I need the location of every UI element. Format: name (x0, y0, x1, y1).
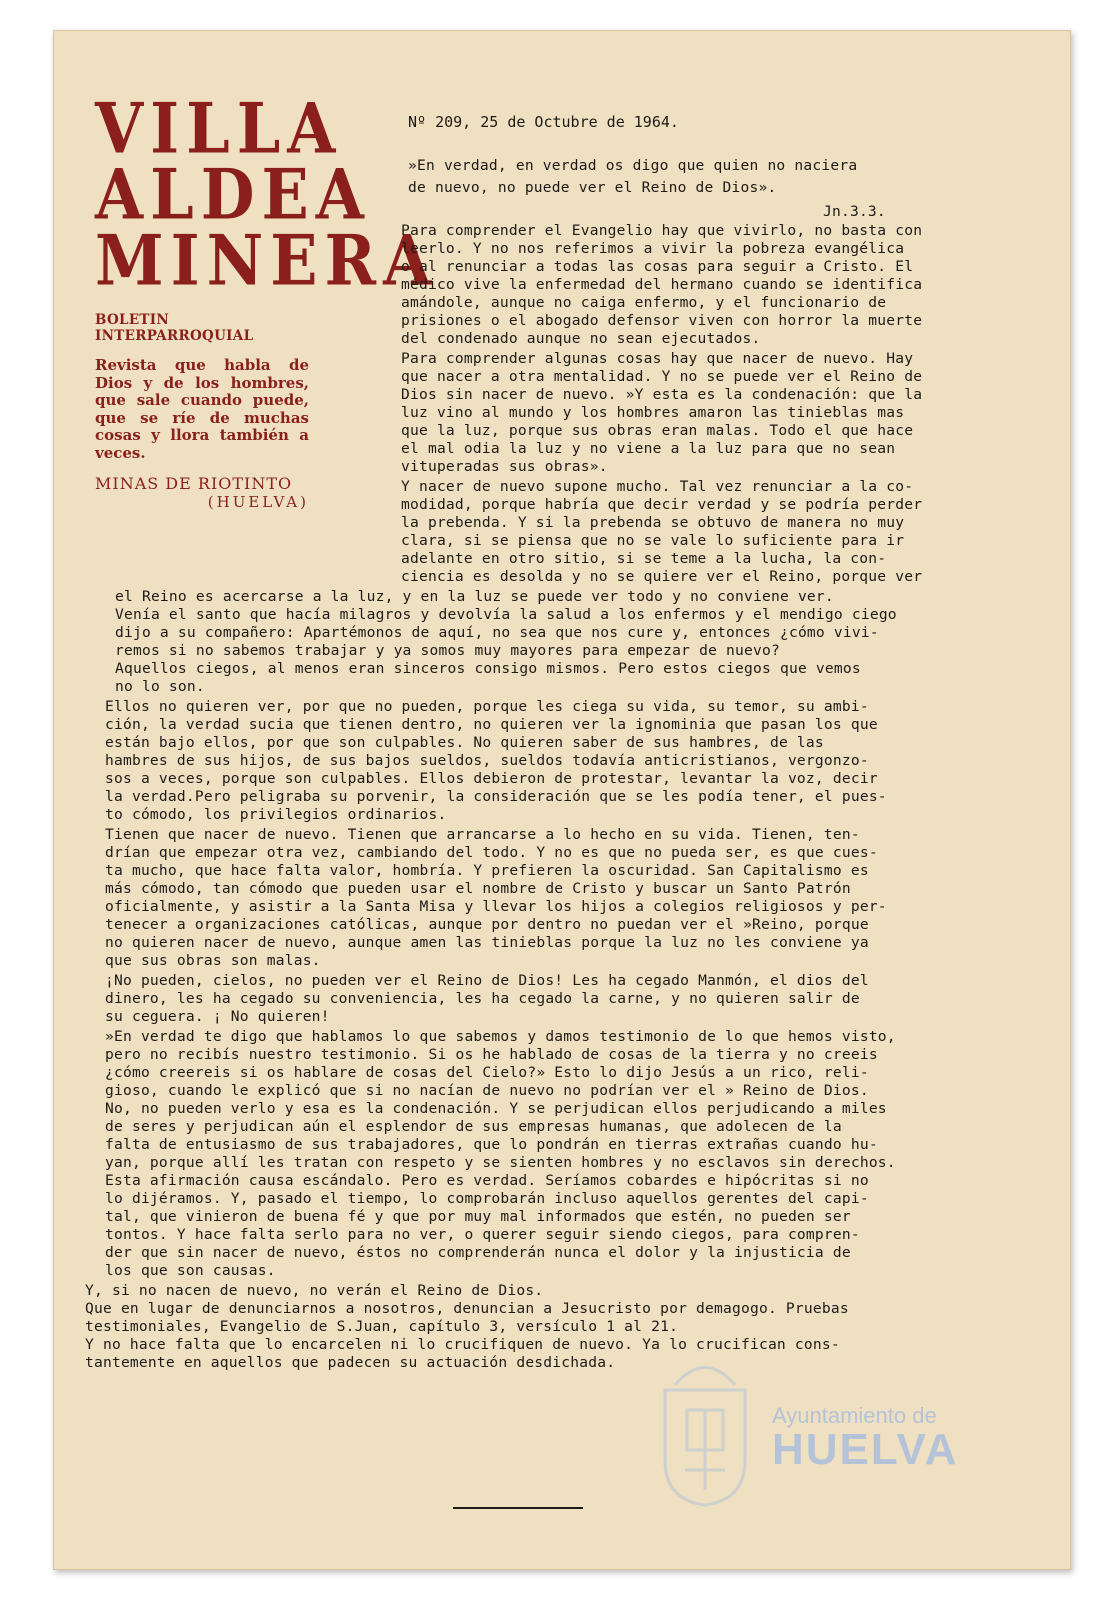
text-line: no quieren nacer de nuevo, aunque amen las tinieblas porque la luz no les conviene ya (105, 934, 869, 951)
text-line: Que en lugar de denunciarnos a nosotros, denuncian a Jesucristo por demagogo. Pruebas (85, 1300, 849, 1317)
text-line: Para comprender algunas cosas hay que nacer de nuevo. Hay (401, 350, 914, 367)
text-line: luz vino al mundo y los hombres amaron las tinieblas mas (401, 404, 905, 421)
text-line: Dios sin nacer de nuevo. »Y esta es la condenación: que la (401, 386, 923, 403)
text-line: el mal odia la luz y no viene a la luz para que no sean (401, 440, 896, 457)
text-line: prisiones o el abogado defensor viven con horror la muerte (401, 312, 923, 329)
text-line: que sus obras son malas. (105, 952, 321, 969)
text-line: dinero, les ha cegado su conveniencia, les ha cegado la carne, y no quieren salir de (105, 990, 860, 1007)
text-line: drían que empezar otra vez, cambiando del todo. Y no es que no pueda ser, es que cues- (105, 844, 878, 861)
text-line: oficialmente, y asistir a la Santa Misa y llevar los hijos a colegios religiosos y per- (105, 898, 887, 915)
text-line: lo dijéramos. Y, pasado el tiempo, lo comprobarán incluso aquellos gerentes del capi- (105, 1190, 869, 1207)
text-line: ta mucho, que hace falta valor, hombría. Y prefieren la oscuridad. San Capitalismo es (105, 862, 869, 879)
closing-rule (453, 1507, 583, 1509)
text-line: amándole, aunque no caiga enfermo, y el funcionario de (401, 294, 887, 311)
text-line: tal, que vinieron de buena fé y que por muy mal informados que estén, no pueden ser (105, 1208, 851, 1225)
masthead-subtitle: BOLETIN INTERPARROQUIAL (95, 312, 254, 344)
text-line: ¿cómo creereis si os hablare de cosas del Cielo?» Esto lo dijo Jesús a un rico, reli- (105, 1064, 869, 1081)
text-line: modidad, porque habría que decir verdad y se podría perder (401, 496, 923, 513)
text-line: No, no pueden verlo y esa es la condenación. Y se perjudican ellos perjudicando a miles (105, 1100, 887, 1117)
text-line: hambres de sus hijos, de sus bajos sueldos, sueldos todavía anticristianos, vergonzo- (105, 752, 869, 769)
masthead-region: (HUELVA) (207, 493, 309, 511)
text-line: tenecer a organizaciones católicas, aunque por dentro no puedan ver el »Reino, porque (105, 916, 869, 933)
masthead-description: Revista que habla de Dios y de los hombres, que sale cuando puede, que se ríe de muchas cosas y llora también a veces. (95, 356, 309, 462)
text-line: ción, la verdad sucia que tienen dentro, no quieren ver la ignominia que pasan los que (105, 716, 878, 733)
text-line: médico vive la enfermedad del hermano cuando se identifica (401, 276, 923, 293)
masthead (95, 87, 439, 511)
text-line: clara, si se piensa que no se vale lo suficiente para ir (401, 532, 905, 549)
text-line: están bajo ellos, por que son culpables. No quieren saber de sus hambres, de las (105, 734, 824, 751)
text-line: que nacer a otra mentalidad. Y no se puede ver el Reino de (401, 368, 923, 385)
text-line: Y, si no nacen de nuevo, no verán el Reino de Dios. (85, 1282, 544, 1299)
text-line: »En verdad, en verdad os digo que quien no naciera (408, 157, 858, 174)
text-line: no lo son. (115, 678, 205, 695)
text-line: Tienen que nacer de nuevo. Tienen que arrancarse a lo hecho en su vida. Tienen, ten- (105, 826, 860, 843)
issue-number-date: Nº 209, 25 de Octubre de 1964. (408, 113, 679, 131)
text-line: ¡No pueden, cielos, no pueden ver el Reino de Dios! Les ha cegado Manmón, el dios del (105, 972, 869, 989)
text-line: Y nacer de nuevo supone mucho. Tal vez renunciar a la co- (401, 478, 914, 495)
text-line: falta de entusiasmo de sus trabajadores, que lo pondrán en tierras extrañas cuando hu- (105, 1136, 878, 1153)
text-line: der que sin nacer de nuevo, éstos no comprenderán nunca el dolor y la injusticia de (105, 1244, 851, 1261)
text-line: »En verdad te digo que hablamos lo que sabemos y damos testimonio de lo que hemos visto, (105, 1028, 896, 1045)
text-line: o al renunciar a todas las cosas para seguir a Cristo. El (401, 258, 914, 275)
masthead-title-word: MINERA (95, 219, 439, 302)
text-line: remos si no sabemos trabajar y ya somos muy mayores para empezar de nuevo? (115, 642, 780, 659)
text-line: Y no hace falta que lo encarcelen ni lo crucifiquen de nuevo. Ya lo crucifican cons- (85, 1336, 840, 1353)
watermark-line-1: Ayuntamiento de (772, 1403, 937, 1428)
text-line: Aquellos ciegos, al menos eran sinceros consigo mismos. Pero estos ciegos que vemos (115, 660, 861, 677)
text-line: to cómodo, los privilegios ordinarios. (105, 806, 447, 823)
text-line: Para comprender el Evangelio hay que vivirlo, no basta con (401, 222, 923, 239)
text-line: dijo a su compañero: Apartémonos de aquí, no sea que nos cure y, entonces ¿cómo vivi- (115, 624, 879, 641)
text-line: adelante en otro sitio, si se teme a la lucha, la con- (401, 550, 887, 567)
watermark-line-2: HUELVA (772, 1425, 959, 1474)
text-line: Esta afirmación causa escándalo. Pero es verdad. Seríamos cobardes e hipócritas si no (105, 1172, 869, 1189)
text-line: de nuevo, no puede ver el Reino de Dios». (408, 179, 777, 196)
text-line: tantemente en aquellos que padecen su actuación desdichada. (85, 1354, 616, 1371)
text-line: Jn.3.3. (823, 203, 886, 220)
text-line: su ceguera. ¡ No quieren! (105, 1008, 330, 1025)
text-line: yan, porque allí les tratan con respeto y se sienten hombres y no esclavos sin derechos. (105, 1154, 896, 1171)
text-line: pero no recibís nuestro testimonio. Si os he hablado de cosas de la tierra y no creeis (105, 1046, 878, 1063)
text-line: más cómodo, tan cómodo que pueden usar el nombre de Cristo y buscar un Santo Patrón (105, 880, 851, 897)
text-line: de seres y perjudican aún el esplendor de sus empresas humanas, que adolecen de la (105, 1118, 842, 1135)
text-line: leerlo. Y no nos referimos a vivir la pobreza evangélica (401, 240, 905, 257)
text-line: sos a veces, porque son culpables. Ellos debieron de protestar, levantar la voz, decir (105, 770, 878, 787)
text-line: gioso, cuando le explicó que si no nacían de nuevo no podrían ver el » Reino de Dios. (105, 1082, 869, 1099)
masthead-place: MINAS DE RIOTINTO (95, 474, 293, 493)
text-line: la verdad.Pero peligraba su porvenir, la consideración que se les podía tener, el pues- (105, 788, 887, 805)
text-line: Ellos no quieren ver, por que no pueden, porque les ciega su vida, su temor, su ambi- (105, 698, 869, 715)
text-line: los que son causas. (105, 1262, 276, 1279)
text-line: testimoniales, Evangelio de S.Juan, capítulo 3, versículo 1 al 21. (85, 1318, 679, 1335)
text-line: vituperadas sus obras». (401, 458, 608, 475)
text-line: tontos. Y hace falta serlo para no ver, o querer seguir siendo ciegos, para compren- (105, 1226, 860, 1243)
text-line: Venía el santo que hacía milagros y devolvía la salud a los enfermos y el mendigo ciego (115, 606, 897, 623)
masthead-title-word: ALDEA (95, 153, 371, 236)
text-line: el Reino es acercarse a la luz, y en la luz se puede ver todo y no conviene ver. (115, 588, 834, 605)
text-line: del condenado aunque no sean ejecutados. (401, 330, 761, 347)
text-line: que la luz, porque sus obras eran malas. Todo el que hace (401, 422, 914, 439)
text-line: ciencia es desolda y no se quiere ver el Reino, porque ver (401, 568, 923, 585)
text-line: la prebenda. Y si la prebenda se obtuvo de manera no muy (401, 514, 905, 531)
masthead-title-word: VILLA (95, 87, 343, 170)
